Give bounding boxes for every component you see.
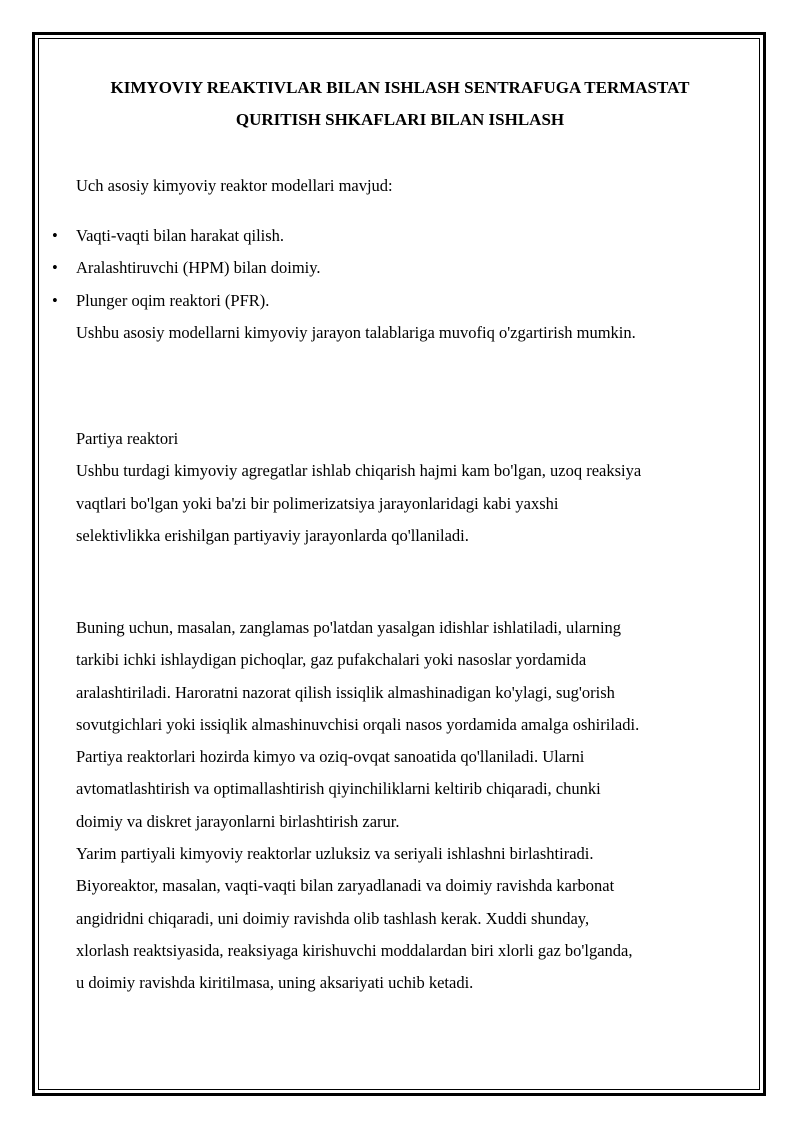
paragraph-line: xlorlash reaktsiyasida, reaksiyaga kirishuvchi moddalardan biri xlorli gaz bo'lganda, [76, 940, 633, 960]
section-heading: Partiya reaktori [76, 429, 179, 448]
list-item [50, 285, 321, 317]
list-item-text: Aralashtiruvchi (HPM) bilan doimiy. [76, 258, 321, 278]
title-line-2: QURITISH SHKAFLARI BILAN ISHLASH [235, 110, 565, 129]
bullet-icon: • [52, 258, 58, 278]
paragraph-line: selektivlikka erishilgan partiyaviy jarayonlarda qo'llaniladi. [76, 525, 469, 545]
paragraph-line: Partiya reaktorlari hozirda kimyo va oziq-ovqat sanoatida qo'llaniladi. Ularni [76, 747, 585, 767]
paragraph-line: avtomatlashtirish va optimallashtirish qiyinchiliklarni keltirib chiqaradi, chunki [76, 779, 601, 799]
document-title [60, 72, 740, 136]
batch-reactor-section [76, 423, 746, 552]
list-item [50, 252, 321, 284]
list-item [50, 220, 321, 252]
title-line-1: KIMYOVIY REAKTIVLAR BILAN ISHLASH SENTRAFUGA TERMASTAT [110, 78, 690, 97]
bullet-icon: • [52, 290, 58, 310]
paragraph-line: doimiy va diskret jarayonlarni birlashtirish zarur. [76, 811, 400, 831]
list-item-text: Vaqti-vaqti bilan harakat qilish. [76, 226, 285, 245]
paragraph-line: Ushbu turdagi kimyoviy agregatlar ishlab chiqarish hajmi kam bo'lgan, uzoq reaksiya [76, 461, 642, 481]
list-item-text: Plunger oqim reaktori (PFR). [76, 290, 270, 310]
intro-paragraph: Uch asosiy kimyoviy reaktor modellari mavjud: [76, 176, 393, 195]
after-list-paragraph: Ushbu asosiy modellarni kimyoviy jarayon talablariga muvofiq o'zgartirish mumkin. [76, 323, 636, 342]
paragraph-line: vaqtlari bo'lgan yoki ba'zi bir polimerizatsiya jarayonlaridagi kabi yaxshi [76, 493, 559, 513]
paragraph-line: angidridni chiqaradi, uni doimiy ravishda olib tashlash kerak. Xuddi shunday, [76, 908, 590, 928]
paragraph-line: Buning uchun, masalan, zanglamas po'latdan yasalgan idishlar ishlatiladi, ularning [76, 618, 622, 637]
paragraph-line: tarkibi ichki ishlaydigan pichoqlar, gaz pufakchalari yoki nasoslar yordamida [76, 650, 587, 670]
bullet-icon: • [52, 226, 58, 245]
paragraph-line: aralashtiriladi. Haroratni nazorat qilish issiqlik almashinadigan ko'ylagi, sug'orish [76, 682, 615, 702]
paragraph-line: Biyoreaktor, masalan, vaqti-vaqti bilan zaryadlanadi va doimiy ravishda karbonat [76, 876, 615, 896]
paragraph-line: Yarim partiyali kimyoviy reaktorlar uzluksiz va seriyali ishlashni birlashtiradi. [76, 844, 594, 864]
paragraph-line: u doimiy ravishda kiritilmasa, uning aksariyati uchib ketadi. [76, 973, 474, 993]
paragraph-line: sovutgichlari yoki issiqlik almashinuvchisi orqali nasos yordamida amalga oshiriladi. [76, 714, 640, 734]
equipment-section [76, 612, 746, 1000]
reactor-models-list [50, 220, 321, 317]
